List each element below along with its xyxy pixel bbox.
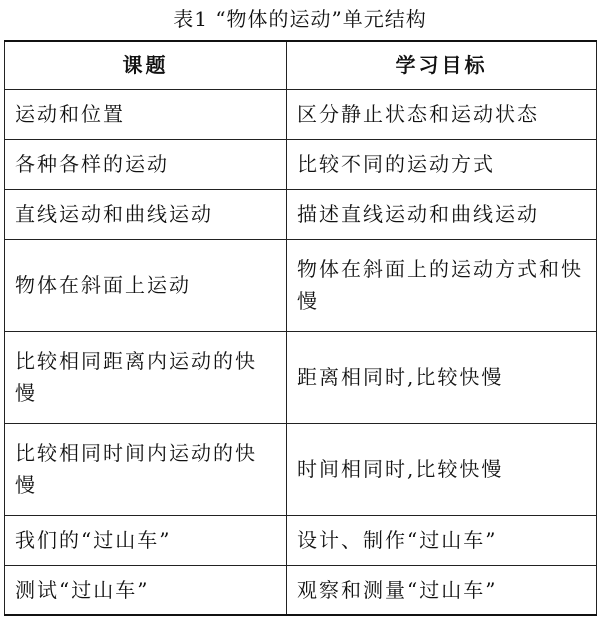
- topic-cell: 各种各样的运动: [5, 139, 287, 189]
- goal-cell: 物体在斜面上的运动方式和快慢: [287, 239, 597, 331]
- table-row: [5, 423, 597, 515]
- table-row: [5, 239, 597, 331]
- goal-cell: 比较不同的运动方式: [287, 139, 597, 189]
- table-row: [5, 189, 597, 239]
- table-caption: 表1 “物体的运动”单元结构: [173, 7, 427, 31]
- topic-cell: 运动和位置: [5, 89, 287, 139]
- table-row: [5, 89, 597, 139]
- table-row: [5, 331, 597, 423]
- topic-cell: 比较相同距离内运动的快慢: [5, 331, 287, 423]
- header-topic: 课题: [5, 41, 287, 89]
- unit-structure-table-container: [4, 40, 596, 616]
- table-row: [5, 139, 597, 189]
- unit-structure-table: [4, 40, 597, 616]
- table-row: [5, 515, 597, 565]
- topic-cell: 测试“过山车”: [5, 565, 287, 615]
- goal-cell: 观察和测量“过山车”: [287, 565, 597, 615]
- goal-cell: 描述直线运动和曲线运动: [287, 189, 597, 239]
- header-learning-goal: 学习目标: [287, 41, 597, 89]
- goal-cell: 设计、制作“过山车”: [287, 515, 597, 565]
- topic-cell: 物体在斜面上运动: [5, 239, 287, 331]
- header-row: [5, 41, 597, 89]
- topic-cell: 直线运动和曲线运动: [5, 189, 287, 239]
- topic-cell: 比较相同时间内运动的快慢: [5, 423, 287, 515]
- table-row: [5, 565, 597, 615]
- goal-cell: 区分静止状态和运动状态: [287, 89, 597, 139]
- goal-cell: 距离相同时,比较快慢: [287, 331, 597, 423]
- goal-cell: 时间相同时,比较快慢: [287, 423, 597, 515]
- topic-cell: 我们的“过山车”: [5, 515, 287, 565]
